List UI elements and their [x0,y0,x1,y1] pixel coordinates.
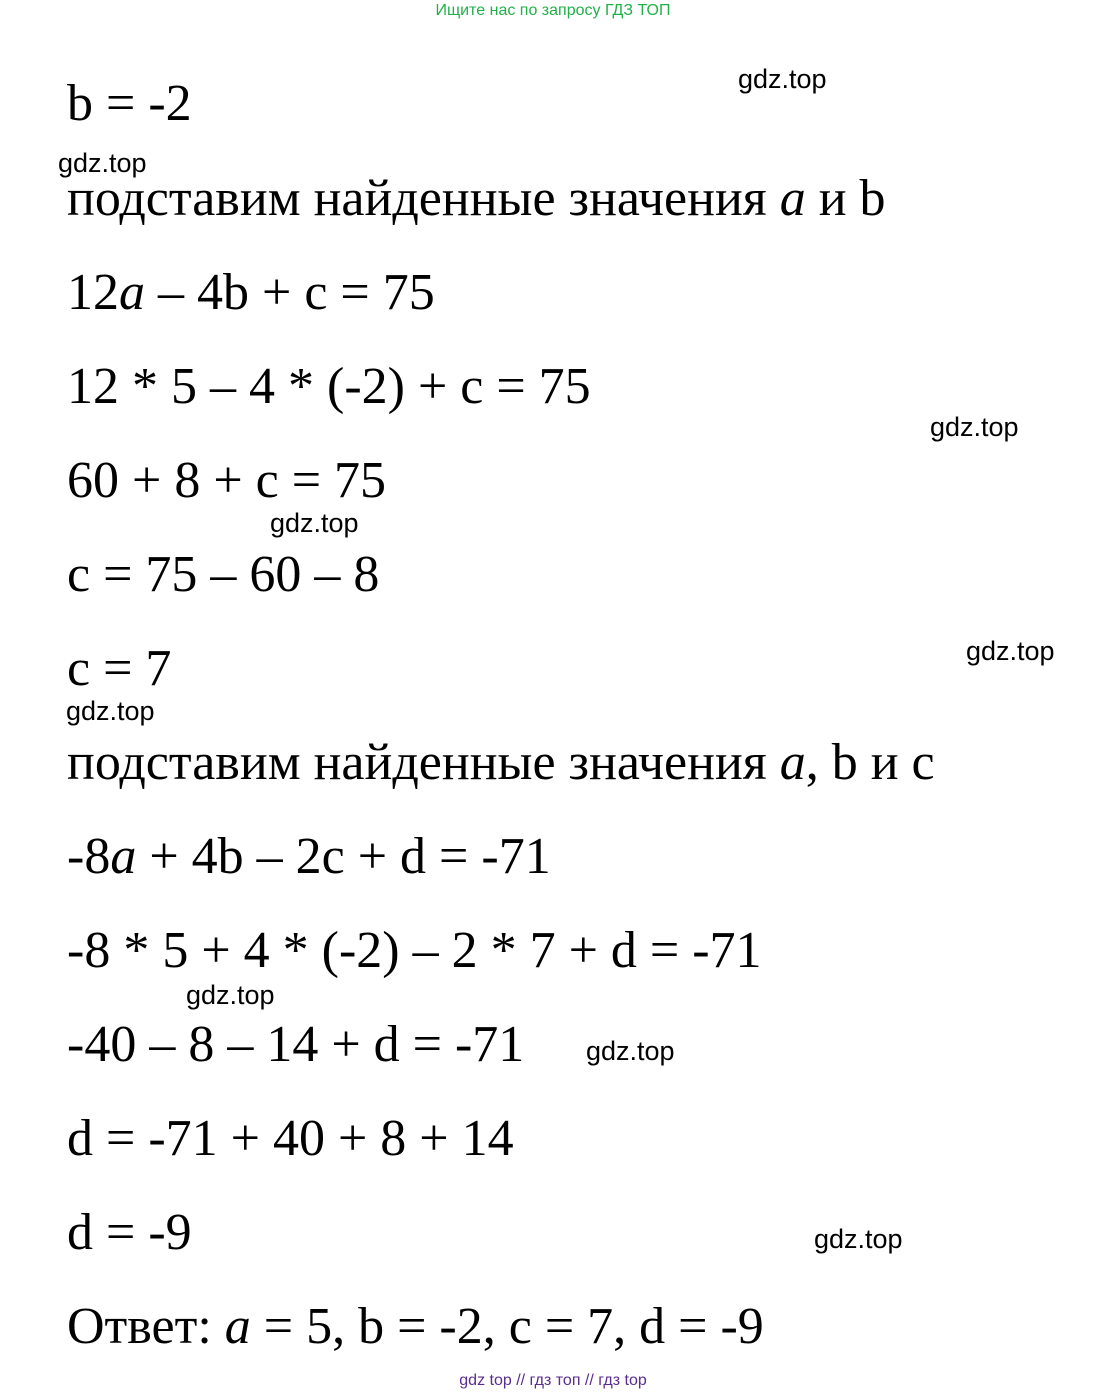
solution-line: 12 * 5 – 4 * (-2) + c = 75 [67,358,591,415]
watermark: gdz.top [738,64,827,94]
solution-line: -8a + 4b – 2c + d = -71 [67,828,551,885]
watermark: gdz.top [270,508,359,538]
watermark: gdz.top [186,980,275,1010]
footer-links: gdz top // гдз топ // гдз top [459,1372,647,1389]
solution-line: d = -71 + 40 + 8 + 14 [67,1110,514,1167]
solution-line: -8 * 5 + 4 * (-2) – 2 * 7 + d = -71 [67,922,762,979]
solution-line: d = -9 [67,1204,192,1261]
solution-line: b = -2 [67,75,192,132]
top-banner: Ищите нас по запросу ГДЗ ТОП [435,2,671,19]
solution-line: 12a – 4b + c = 75 [67,264,435,321]
solution-line: подставим найденные значения a и b [67,170,886,227]
watermark: gdz.top [966,636,1055,666]
watermark: gdz.top [814,1224,903,1254]
watermark: gdz.top [586,1036,675,1066]
watermark: gdz.top [58,148,147,178]
solution-line: c = 75 – 60 – 8 [67,546,380,603]
watermark: gdz.top [930,412,1019,442]
solution-line: 60 + 8 + c = 75 [67,452,387,509]
solution-line: -40 – 8 – 14 + d = -71 [67,1016,525,1073]
watermark: gdz.top [66,696,155,726]
solution-line: c = 7 [67,640,172,697]
answer-line: Ответ: a = 5, b = -2, c = 7, d = -9 [67,1298,764,1355]
solution-line: подставим найденные значения a, b и c [67,734,935,791]
